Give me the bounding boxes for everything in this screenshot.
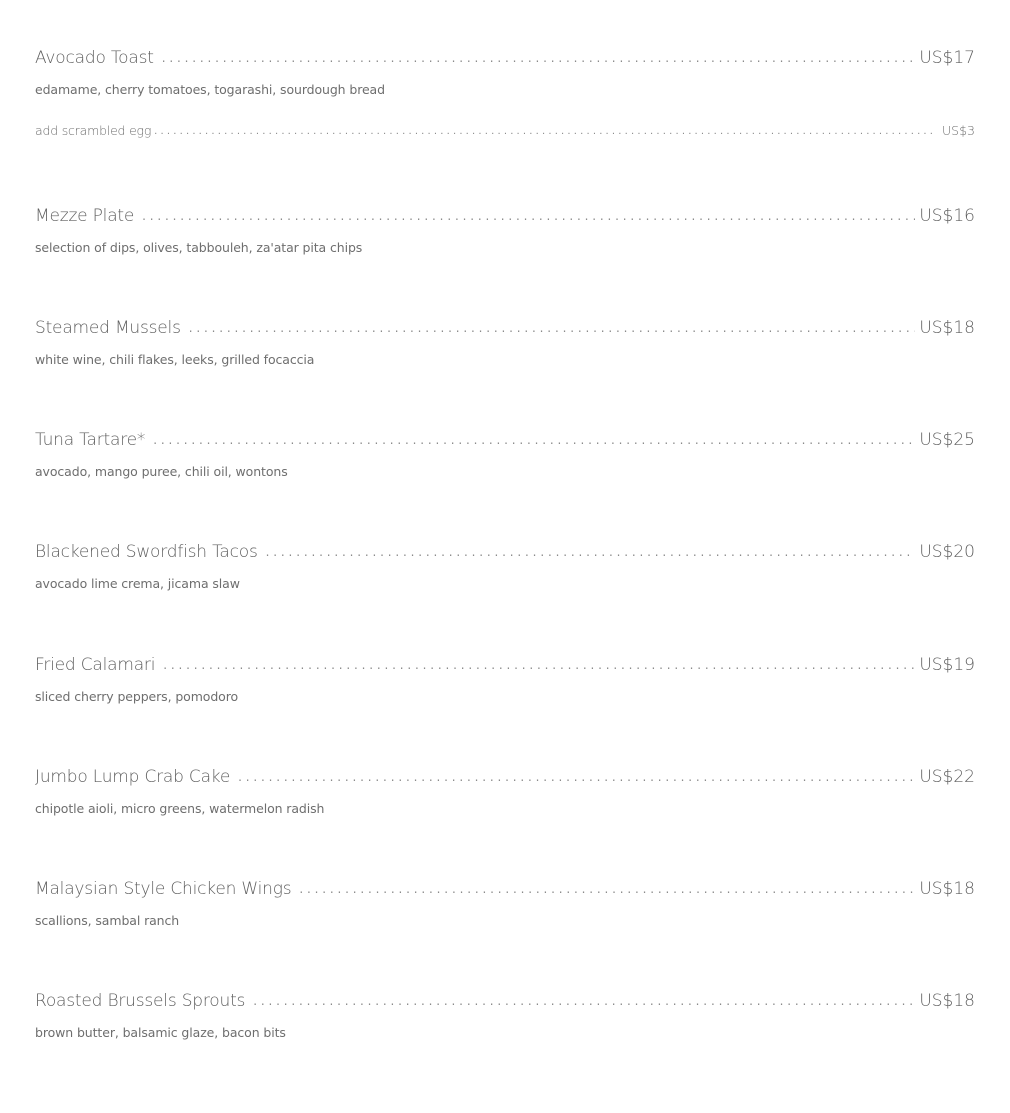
- menu-item-mezze-plate: [35, 206, 975, 255]
- item-price: US$22: [919, 767, 975, 787]
- menu-item-row: [35, 542, 975, 562]
- menu-item-row: [35, 879, 975, 899]
- item-name: Avocado Toast: [35, 48, 154, 68]
- menu-item-row: [35, 655, 975, 675]
- item-price: US$20: [919, 542, 975, 562]
- item-name: Tuna Tartare*: [35, 430, 146, 450]
- item-description: white wine, chili flakes, leeks, grilled focaccia: [35, 352, 315, 367]
- item-name: Malaysian Style Chicken Wings: [35, 879, 292, 899]
- menu-item-row: [35, 767, 975, 787]
- item-price: US$18: [919, 318, 975, 338]
- item-description: chipotle aioli, micro greens, watermelon radish: [35, 801, 325, 816]
- item-price: US$19: [919, 655, 975, 675]
- item-name: Steamed Mussels: [35, 318, 181, 338]
- menu-item-swordfish-tacos: [35, 542, 975, 591]
- menu-item-brussels-sprouts: [35, 991, 975, 1040]
- dot-leader: [162, 52, 916, 64]
- dot-leader: [266, 546, 916, 558]
- dot-leader: [153, 434, 915, 446]
- item-name: Fried Calamari: [35, 655, 156, 675]
- menu-item-steamed-mussels: [35, 318, 975, 367]
- item-name: Jumbo Lump Crab Cake: [35, 767, 231, 787]
- dot-leader: [154, 127, 936, 137]
- addon-name: add scrambled egg: [35, 123, 152, 138]
- item-price: US$18: [919, 991, 975, 1011]
- menu-item-row: [35, 318, 975, 338]
- menu-item-row: [35, 991, 975, 1011]
- menu-item-crab-cake: [35, 767, 975, 816]
- dot-leader: [142, 210, 915, 222]
- menu-item-chicken-wings: [35, 879, 975, 928]
- item-name: Blackened Swordfish Tacos: [35, 542, 258, 562]
- item-description: avocado, mango puree, chili oil, wontons: [35, 464, 288, 479]
- dot-leader: [189, 322, 916, 334]
- addon-row: [35, 123, 975, 138]
- dot-leader: [253, 995, 915, 1007]
- item-price: US$16: [919, 206, 975, 226]
- menu-item-row: [35, 430, 975, 450]
- item-description: scallions, sambal ranch: [35, 913, 180, 928]
- dot-leader: [299, 883, 915, 895]
- menu-item-row: [35, 48, 975, 68]
- item-description: selection of dips, olives, tabbouleh, za'atar pita chips: [35, 240, 363, 255]
- dot-leader: [163, 659, 915, 671]
- item-name: Roasted Brussels Sprouts: [35, 991, 246, 1011]
- item-price: US$25: [919, 430, 975, 450]
- menu-item-tuna-tartare: [35, 430, 975, 479]
- addon-price: US$3: [942, 123, 975, 138]
- item-price: US$18: [919, 879, 975, 899]
- menu-item-row: [35, 206, 975, 226]
- item-description: sliced cherry peppers, pomodoro: [35, 689, 239, 704]
- menu-item-avocado-toast: [35, 48, 975, 138]
- item-description: edamame, cherry tomatoes, togarashi, sourdough bread: [35, 82, 385, 97]
- item-name: Mezze Plate: [35, 206, 135, 226]
- item-price: US$17: [919, 48, 975, 68]
- menu-item-fried-calamari: [35, 655, 975, 704]
- item-description: avocado lime crema, jicama slaw: [35, 576, 240, 591]
- dot-leader: [238, 771, 915, 783]
- item-description: brown butter, balsamic glaze, bacon bits: [35, 1025, 286, 1040]
